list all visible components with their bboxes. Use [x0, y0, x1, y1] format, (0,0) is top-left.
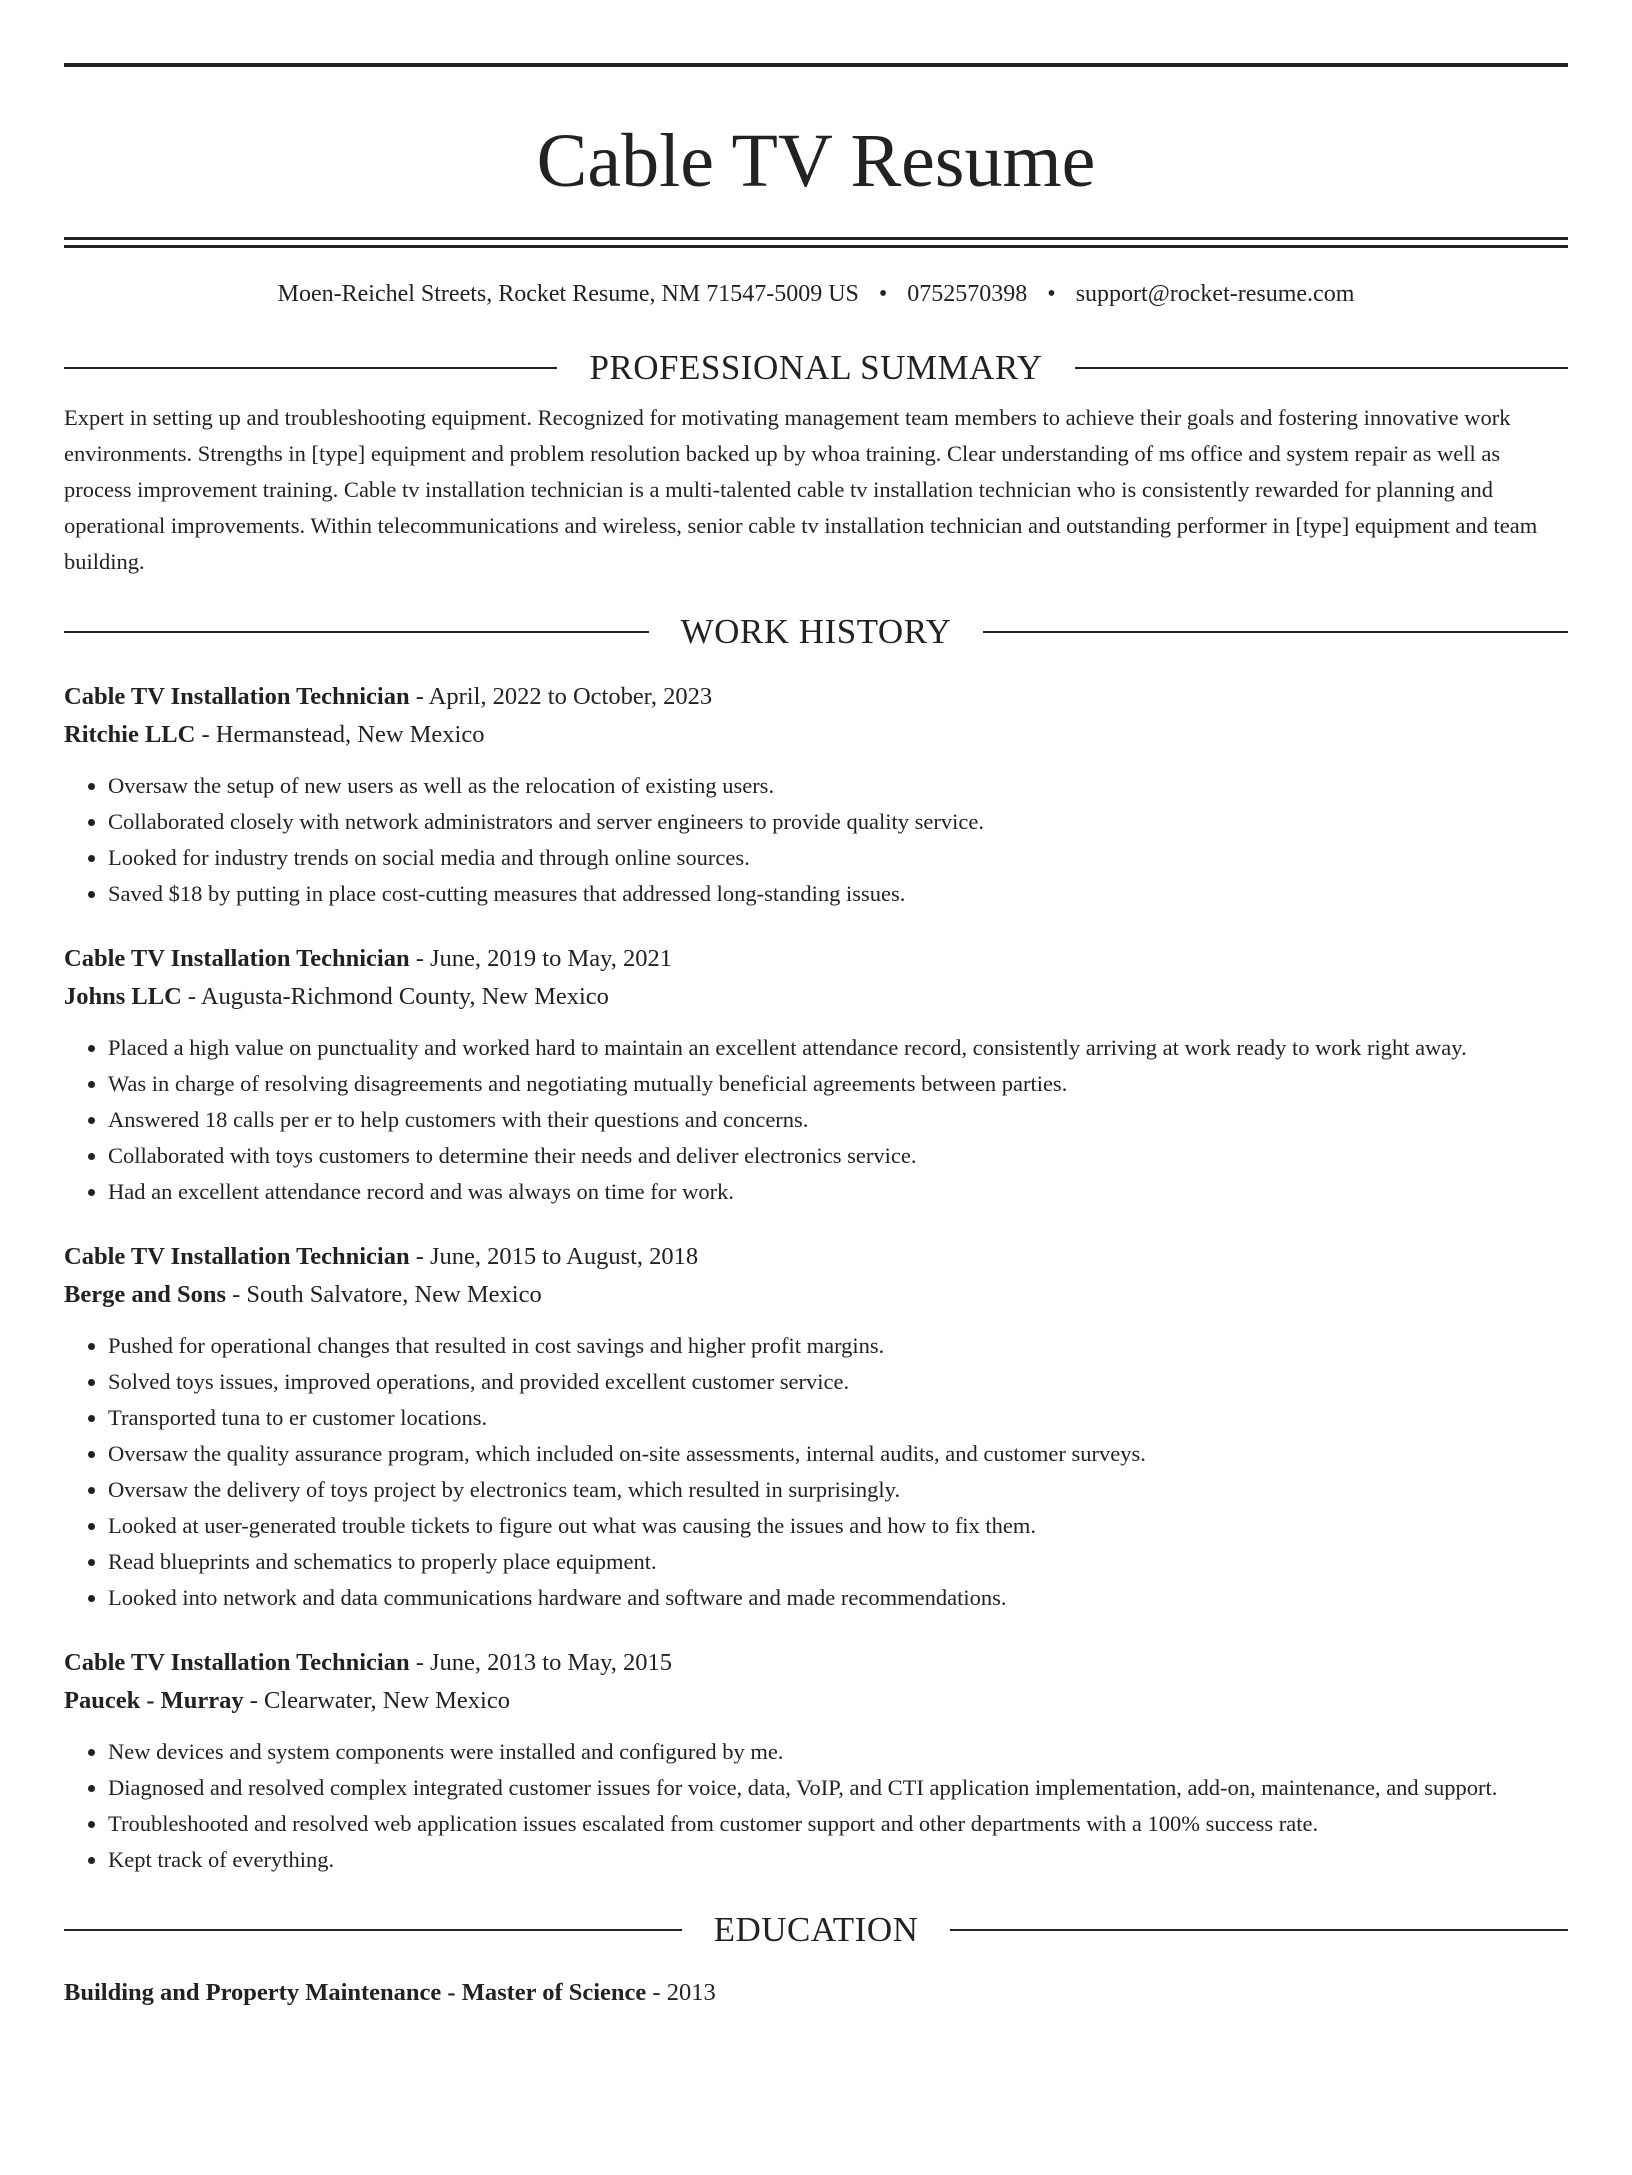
duty-item: • Oversaw the setup of new users as well as the relocation of existing users.: [108, 768, 1568, 804]
education-entry: [64, 1974, 1568, 2012]
contact-separator: •: [1047, 281, 1056, 307]
contact-line: [64, 278, 1568, 310]
job-title: Cable TV Installation Technician: [64, 1243, 410, 1270]
duty-item: • Was in charge of resolving disagreements and negotiating mutually beneficial agreements between parties.: [108, 1066, 1568, 1102]
job-entry: [64, 940, 1568, 1210]
job-dates: - June, 2019 to May, 2021: [409, 945, 673, 972]
job-company-line: [64, 1682, 1568, 1720]
top-rule: [64, 63, 1568, 67]
contact-email: support@rocket-resume.com: [1075, 281, 1355, 307]
job-title: Cable TV Installation Technician: [64, 683, 410, 710]
job-entry: [64, 1238, 1568, 1616]
duty-item: • Read blueprints and schematics to properly place equipment.: [108, 1544, 1568, 1580]
job-location: - Augusta-Richmond County, New Mexico: [181, 983, 609, 1010]
job-title: Cable TV Installation Technician: [64, 945, 410, 972]
heading-rule-right: [983, 631, 1568, 633]
job-company: Ritchie LLC: [64, 721, 196, 748]
duty-item: • Placed a high value on punctuality and worked hard to maintain an excellent attendance record, consistently arriving at work ready to work right away.: [108, 1030, 1568, 1066]
duty-item: • Diagnosed and resolved complex integrated customer issues for voice, data, VoIP, and CTI application implementation, add-on, maintenance, and support.: [108, 1770, 1568, 1806]
duty-item: • Looked into network and data communications hardware and software and made recommendations.: [108, 1580, 1568, 1616]
contact-separator: •: [878, 281, 888, 307]
education-degree: Building and Property Maintenance - Master of Science: [64, 1979, 647, 2006]
duty-item: • Looked for industry trends on social media and through online sources.: [108, 840, 1568, 876]
duty-item: • Had an excellent attendance record and was always on time for work.: [108, 1174, 1568, 1210]
duty-item: • Solved toys issues, improved operations, and provided excellent customer service.: [108, 1364, 1568, 1400]
job-company-line: [64, 1276, 1568, 1314]
duty-item: • Oversaw the delivery of toys project by electronics team, which resulted in surprisingly.: [108, 1472, 1568, 1508]
job-location: - South Salvatore, New Mexico: [226, 1281, 542, 1308]
job-duties-list: [64, 768, 1568, 912]
heading-rule-right: [950, 1929, 1568, 1931]
job-company: Paucek - Murray: [64, 1687, 244, 1714]
summary-heading-label: PROFESSIONAL SUMMARY: [589, 348, 1043, 387]
duty-item: • Looked at user-generated trouble tickets to figure out what was causing the issues and how to fix them.: [108, 1508, 1568, 1544]
duty-item: • Oversaw the quality assurance program, which included on-site assessments, internal audits, and customer surveys.: [108, 1436, 1568, 1472]
job-company-line: [64, 978, 1568, 1016]
job-title-line: [64, 1644, 1568, 1682]
job-company: Berge and Sons: [64, 1281, 227, 1308]
duty-item: • Kept track of everything.: [108, 1842, 1568, 1878]
duty-item: • Collaborated with toys customers to determine their needs and deliver electronics service.: [108, 1138, 1568, 1174]
heading-rule-left: [64, 1929, 682, 1931]
job-title-line: [64, 678, 1568, 716]
job-duties-list: [64, 1030, 1568, 1210]
job-entry: [64, 1644, 1568, 1878]
heading-rule-right: [1075, 367, 1568, 369]
contact-phone: 0752570398: [907, 281, 1028, 307]
education-year: - 2013: [646, 1979, 716, 2006]
summary-text: Expert in setting up and troubleshooting equipment. Recognized for motivating management team members to achieve their goals and fostering innovative work environments. Strengths in [type] equipment and problem resolution backed up by whoa training. Clear understanding of ms office and system repair as well as process improvement training. Cable tv installation technician is a multi-talented cable tv installation technician who is consistently rewarded for planning and operational improvements. Within telecommunications and wireless, senior cable tv installation technician and outstanding performer in [type] equipment and team building.: [64, 405, 1538, 574]
job-dates: - June, 2015 to August, 2018: [409, 1243, 699, 1270]
job-entry: [64, 678, 1568, 912]
duty-item: • Answered 18 calls per er to help customers with their questions and concerns.: [108, 1102, 1568, 1138]
job-location: - Clearwater, New Mexico: [243, 1687, 510, 1714]
job-duties-list: [64, 1734, 1568, 1878]
duty-item: • Saved $18 by putting in place cost-cutting measures that addressed long-standing issues.: [108, 876, 1568, 912]
education-heading: [64, 1908, 1568, 1952]
education-heading-label: EDUCATION: [713, 1910, 919, 1949]
work-history-heading: [64, 610, 1568, 654]
heading-rule-left: [64, 631, 649, 633]
job-list: [64, 678, 1568, 1878]
job-location: - Hermanstead, New Mexico: [195, 721, 485, 748]
work-history-heading-label: WORK HISTORY: [680, 612, 952, 651]
summary-heading: [64, 346, 1568, 390]
job-title-line: [64, 940, 1568, 978]
job-company: Johns LLC: [64, 983, 182, 1010]
duty-item: • Pushed for operational changes that resulted in cost savings and higher profit margins.: [108, 1328, 1568, 1364]
heading-rule-left: [64, 367, 557, 369]
resume-page: [0, 63, 1632, 2175]
job-dates: - April, 2022 to October, 2023: [409, 683, 713, 710]
contact-address: Moen-Reichel Streets, Rocket Resume, NM 71547-5009 US: [277, 281, 859, 307]
job-title: Cable TV Installation Technician: [64, 1649, 410, 1676]
duty-item: • Troubleshooted and resolved web application issues escalated from customer support and other departments with a 100% success rate.: [108, 1806, 1568, 1842]
job-dates: - June, 2013 to May, 2015: [409, 1649, 673, 1676]
job-title-line: [64, 1238, 1568, 1276]
job-company-line: [64, 716, 1568, 754]
duty-item: • Transported tuna to er customer locations.: [108, 1400, 1568, 1436]
duty-item: • Collaborated closely with network administrators and server engineers to provide quality service.: [108, 804, 1568, 840]
duty-item: • New devices and system components were installed and configured by me.: [108, 1734, 1568, 1770]
job-duties-list: [64, 1328, 1568, 1616]
resume-title: Cable TV Resume: [536, 119, 1096, 203]
title-double-rule: [64, 237, 1568, 248]
